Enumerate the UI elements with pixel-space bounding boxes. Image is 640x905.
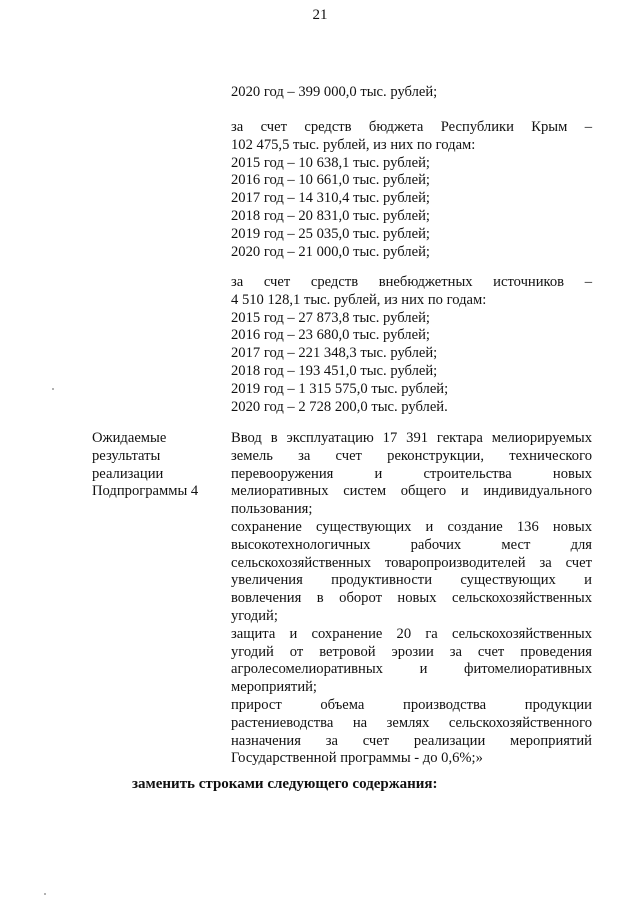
funding-crimea-budget bbox=[231, 119, 592, 261]
label-line: реализации bbox=[92, 465, 164, 482]
page-number: 21 bbox=[312, 7, 328, 23]
text-line: вовлечения в оборот новых сельскохозяйственных bbox=[231, 590, 592, 607]
text-line: Ввод в эксплуатацию 17 391 гектара мелиорируемых bbox=[231, 430, 592, 446]
text-line: растениеводства на землях сельскохозяйственного bbox=[231, 714, 592, 731]
text-line: увеличения продуктивности существующих и bbox=[231, 572, 592, 589]
text-line: 2018 год – 20 831,0 тыс. рублей; bbox=[231, 207, 430, 224]
text-line: 2016 год – 10 661,0 тыс. рублей; bbox=[231, 172, 430, 189]
scan-speck bbox=[44, 893, 46, 895]
text-line: 102 475,5 тыс. рублей, из них по годам: bbox=[231, 136, 476, 153]
text-line: 2019 год – 25 035,0 тыс. рублей; bbox=[231, 225, 430, 242]
text-line: 2017 год – 221 348,3 тыс. рублей; bbox=[231, 345, 438, 362]
scan-speck bbox=[52, 388, 54, 390]
text-line: прирост объема производства продукции bbox=[231, 696, 592, 713]
text-line: высокотехнологичных рабочих мест для bbox=[231, 536, 592, 553]
text-line: 2020 год – 21 000,0 тыс. рублей; bbox=[231, 243, 430, 260]
text-line: сельскохозяйственных товаропроизводителей за счет bbox=[231, 554, 592, 571]
text-line: 4 510 128,1 тыс. рублей, из них по годам: bbox=[231, 291, 487, 308]
text-line: 2020 год – 399 000,0 тыс. рублей; bbox=[231, 84, 438, 100]
funding-extrabudgetary bbox=[231, 274, 592, 416]
text-line: 2020 год – 2 728 200,0 тыс. рублей. bbox=[231, 398, 448, 415]
text-line: 2015 год – 10 638,1 тыс. рублей; bbox=[231, 154, 430, 171]
expected-results-text bbox=[231, 430, 592, 768]
text-line: пользования; bbox=[231, 501, 313, 518]
text-line: за счет средств внебюджетных источников – bbox=[231, 274, 592, 290]
text-line: 2016 год – 23 680,0 тыс. рублей; bbox=[231, 327, 430, 344]
text-line: 2017 год – 14 310,4 тыс. рублей; bbox=[231, 190, 430, 207]
text-line: угодий; bbox=[231, 607, 278, 624]
text-line: за счет средств бюджета Республики Крым – bbox=[231, 119, 592, 135]
label-line: Подпрограммы 4 bbox=[92, 483, 199, 500]
text-line: 2019 год – 1 315 575,0 тыс. рублей; bbox=[231, 380, 449, 397]
text-line: мелиоративных систем общего и индивидуального bbox=[231, 483, 592, 500]
text-line: земель за счет реконструкции, технического bbox=[231, 447, 592, 464]
text-line: перевооружения и строительства новых bbox=[231, 465, 592, 482]
text-line: 2018 год – 193 451,0 тыс. рублей; bbox=[231, 362, 438, 379]
text-line: мероприятий; bbox=[231, 679, 317, 696]
text-line: Государственной программы - до 0,6%;» bbox=[231, 750, 483, 767]
label-line: результаты bbox=[92, 447, 161, 464]
text-line: агролесомелиоративных и фитомелиоративных bbox=[231, 661, 592, 678]
label-line: Ожидаемые bbox=[92, 430, 167, 446]
funding-2020-total bbox=[231, 84, 592, 102]
closing-text: заменить строками следующего содержания: bbox=[132, 776, 438, 792]
text-line: назначения за счет реализации мероприятий bbox=[231, 732, 592, 749]
text-line: 2015 год – 27 873,8 тыс. рублей; bbox=[231, 309, 430, 326]
text-line: сохранение существующих и создание 136 новых bbox=[231, 518, 592, 535]
text-line: защита и сохранение 20 га сельскохозяйственных bbox=[231, 625, 592, 642]
expected-results-label bbox=[92, 430, 212, 501]
text-line: угодий от ветровой эрозии за счет проведения bbox=[231, 643, 592, 660]
